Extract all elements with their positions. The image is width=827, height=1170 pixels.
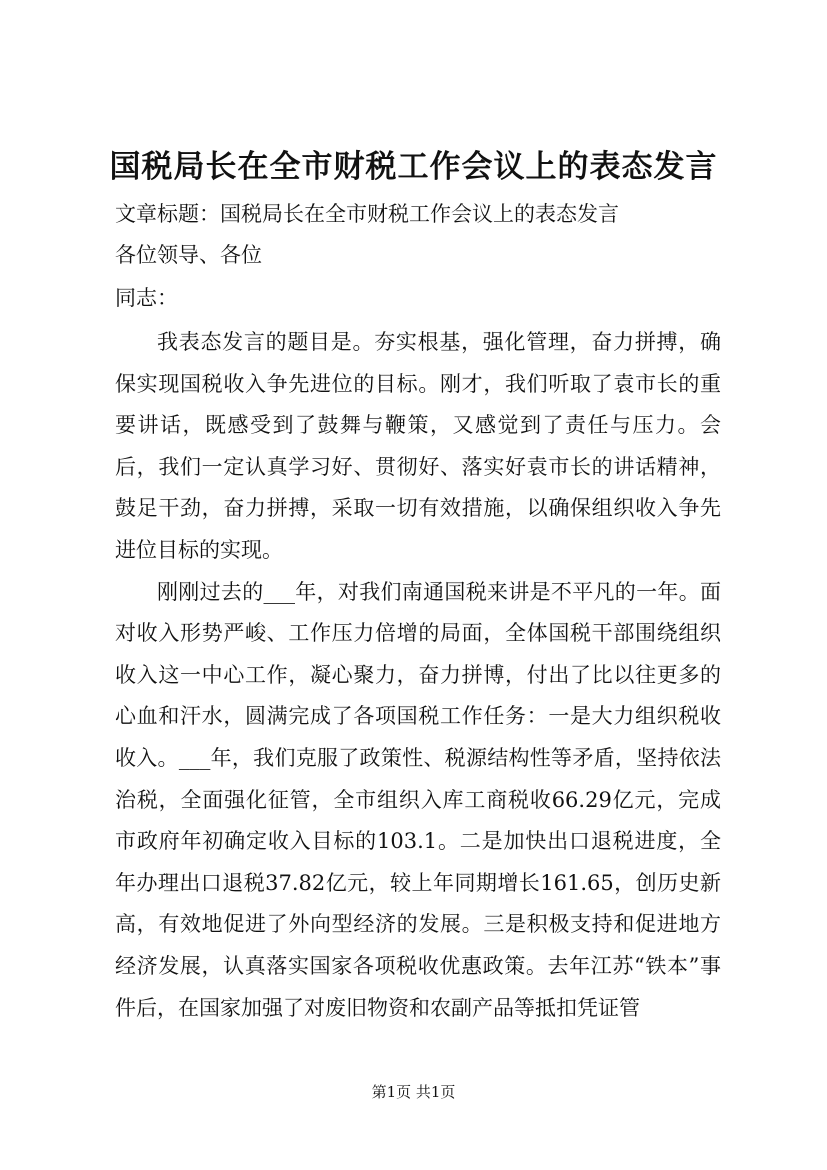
paragraph-2: 刚刚过去的___年，对我们南通国税来讲是不平凡的一年。面对收入形势严峻、工作压力倍增的局面，全体国税干部围绕组织收入这一中心工作，凝心聚力，奋力拼博，付出了比以往更多的心血和汗水，圆满完成了各项国税工作任务：一是大力组织税收收入。___年，我们克服了政策性、税源结构性等矛盾，坚持依法治税，全面强化征管，全市组织入库工商税收66.29亿元，完成市政府年初确定收入目标的103.1。二是加快出口退税进度，全年办理出口退税37.82亿元，较上年同期增长161.65，创历史新高，有效地促进了外向型经济的发展。三是积极支持和促进地方经济发展，认真落实国家各项税收优惠政策。去年江苏“铁本”事件后，在国家加强了对废旧物资和农副产品等抵扣凭证管 [115, 579, 721, 1020]
salutation-line-2: 同志： [115, 286, 178, 310]
article-title-line: 文章标题：国税局长在全市财税工作会议上的表态发言 [115, 202, 619, 226]
paragraph-1: 我表态发言的题目是。夯实根基，强化管理，奋力拼搏，确保实现国税收入争先进位的目标。刚才，我们听取了袁市长的重要讲话，既感受到了鼓舞与鞭策，又感觉到了责任与压力。会后，我们一定认真学习好、贯彻好、落实好袁市长的讲话精神，鼓足干劲，奋力拼搏，采取一切有效措施，以确保组织收入争先进位目标的实现。 [115, 330, 721, 562]
document-body [115, 322, 721, 1029]
document-title: 国税局长在全市财税工作会议上的表态发言 [109, 149, 718, 185]
salutation-line-1: 各位领导、各位 [115, 243, 262, 267]
page-footer: 第1页 共1页 [371, 1083, 456, 1101]
